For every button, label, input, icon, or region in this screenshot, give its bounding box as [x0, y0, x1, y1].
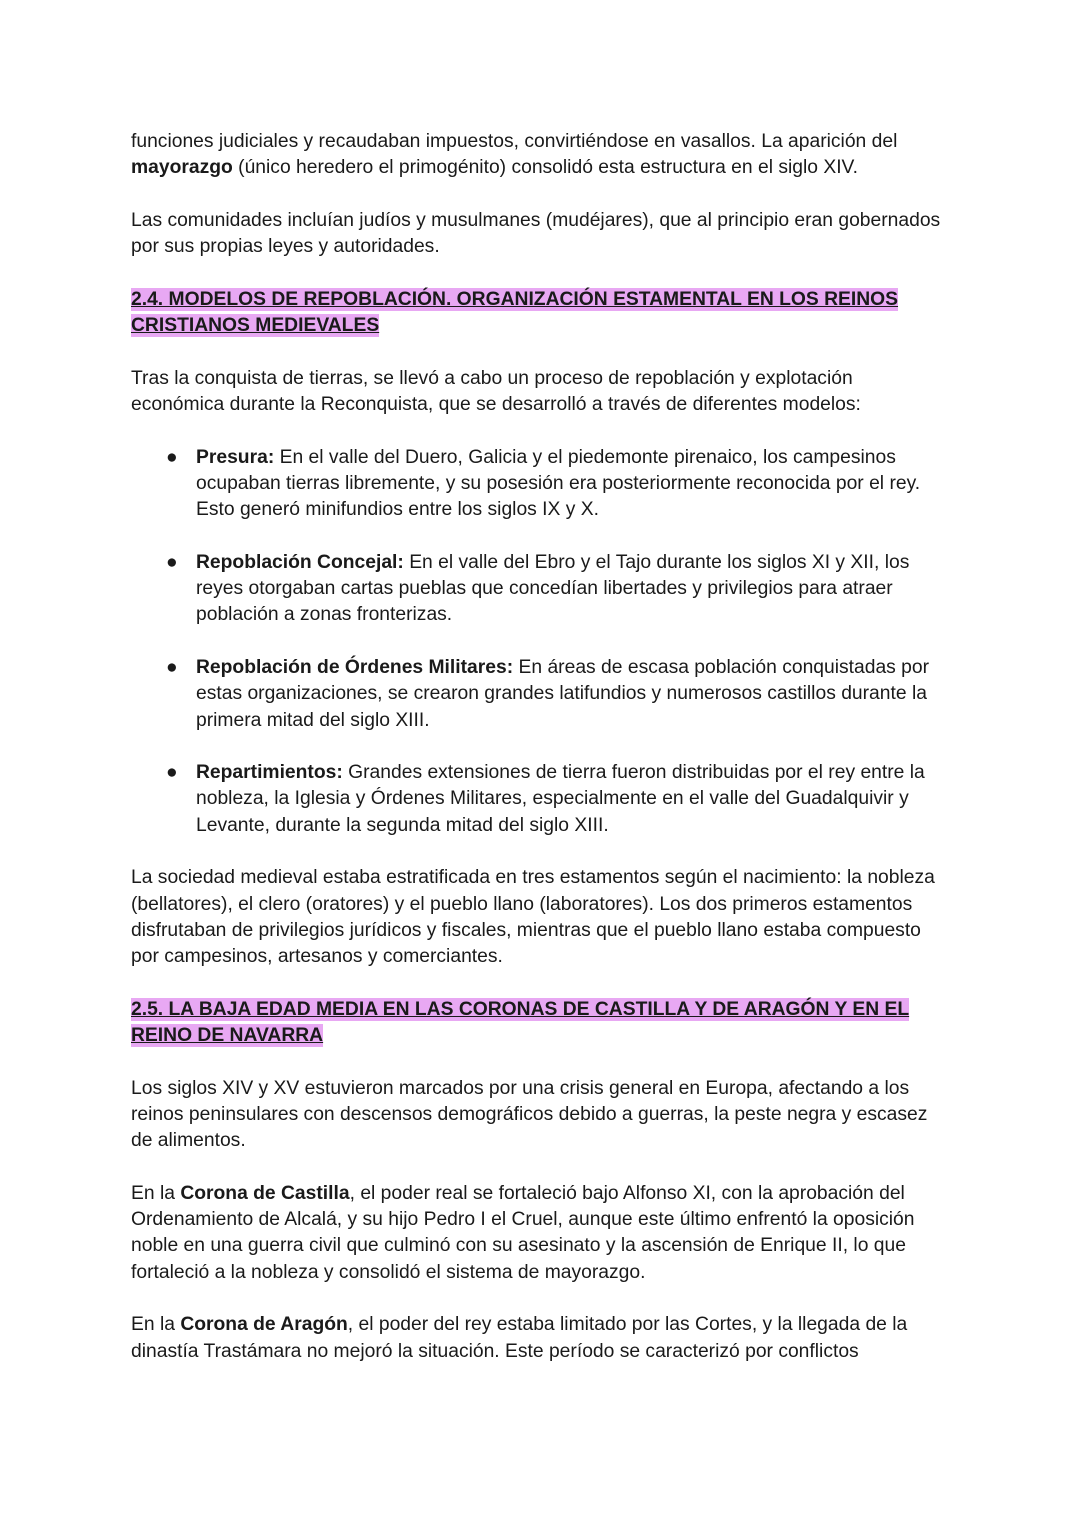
paragraph-text: , el poder real se fortaleció bajo Alfonso XI, con la aprobación del Ordenamiento de Alcalá, y su hijo Pedro I el Cruel, aunque este último enfrentó la oposición noble en una guerra civil que culminó con su asesinato y la ascensión de Enrique II, lo que fortaleció a la nobleza y consolidó el sistema de mayorazgo. — [131, 1182, 915, 1283]
paragraph-text: En la — [131, 1314, 181, 1336]
paragraph-crisis: Los siglos XIV y XV estuvieron marcados por una crisis general en Europa, afectando a los reinos peninsulares con descensos demográficos debido a guerras, la peste negra y escasez de alimentos. — [131, 1077, 928, 1152]
bullet-icon: ● — [166, 762, 178, 784]
bold-term: Presura: — [196, 446, 275, 468]
paragraph-castilla — [131, 1181, 951, 1286]
section-heading-2-4 — [131, 287, 951, 340]
paragraph-text: funciones judiciales y recaudaban impuestos, convirtiéndose en vasallos. La aparición del — [131, 131, 898, 152]
paragraph-comunidades: Las comunidades incluían judíos y musulmanes (mudéjares), que al principio eran gobernados por sus propias leyes y autoridades. — [131, 209, 941, 258]
bullet-icon: ● — [166, 551, 178, 573]
bold-term: Corona de Castilla — [180, 1182, 350, 1204]
list-item-concejal — [131, 550, 951, 629]
paragraph-text: , el poder del rey estaba limitado por las Cortes, y la llegada de la dinastía Trastámara no mejoró la situación. Este período se caracterizó por conflictos — [131, 1314, 908, 1362]
list-item-text: En áreas de escasa población conquistadas por estas organizaciones, se crearon grandes latifundios y numerosos castillos durante la primera mitad del siglo XIII. — [196, 656, 930, 731]
bold-term: mayorazgo — [131, 157, 233, 179]
paragraph-estamentos: La sociedad medieval estaba estratificada en tres estamentos según el nacimiento: la nobleza (bellatores), el clero (oratores) y el pueblo llano (laboratores). Los dos primeros estamentos disfrutaban de privilegios jurídicos y fiscales, mientras que el pueblo llano estaba compuesto por campesinos, artesanos y comerciantes. — [131, 867, 935, 968]
bold-term: Repartimientos: — [196, 762, 343, 784]
repoblacion-models-list — [131, 445, 951, 839]
list-item-repartimientos — [131, 760, 951, 839]
paragraph-text: En la — [131, 1182, 181, 1204]
list-item-presura — [131, 445, 951, 524]
paragraph-mayorazgo — [131, 129, 951, 182]
heading-text: 2.4. MODELOS DE REPOBLACIÓN. ORGANIZACIÓN ESTAMENTAL EN LOS REINOS CRISTIANOS MEDIEVALES — [131, 288, 899, 337]
section-heading-2-5 — [131, 997, 951, 1050]
paragraph-aragon — [131, 1312, 951, 1365]
list-item-ordenes-militares — [131, 655, 951, 734]
heading-text: 2.5. LA BAJA EDAD MEDIA EN LAS CORONAS DE CASTILLA Y DE ARAGÓN Y EN EL REINO DE NAVARRA — [131, 998, 910, 1047]
bullet-icon: ● — [166, 446, 178, 468]
bold-term: Repoblación Concejal: — [196, 551, 404, 573]
list-item-text: En el valle del Ebro y el Tajo durante los siglos XI y XII, los reyes otorgaban cartas pueblas que concedían libertades y privilegios para atraer población a zonas fronterizas. — [196, 551, 910, 626]
list-item-text: En el valle del Duero, Galicia y el piedemonte pirenaico, los campesinos ocupaban tierras libremente, y su posesión era posteriormente reconocida por el rey. Esto generó minifundios entre los siglos IX y X. — [196, 446, 921, 521]
list-item-text: Grandes extensiones de tierra fueron distribuidas por el rey entre la nobleza, la Iglesia y Órdenes Militares, especialmente en el valle del Guadalquivir y Levante, durante la segunda mitad del siglo XIII. — [196, 762, 925, 836]
paragraph-repoblacion-intro: Tras la conquista de tierras, se llevó a cabo un proceso de repoblación y explotación económica durante la Reconquista, que se desarrolló a través de diferentes modelos: — [131, 367, 861, 415]
bold-term: Repoblación de Órdenes Militares: — [196, 656, 514, 678]
bold-term: Corona de Aragón — [180, 1314, 348, 1336]
bullet-icon: ● — [166, 656, 178, 678]
paragraph-text: (único heredero el primogénito) consolidó esta estructura en el siglo XIV. — [232, 157, 859, 179]
document-page — [131, 129, 951, 1391]
